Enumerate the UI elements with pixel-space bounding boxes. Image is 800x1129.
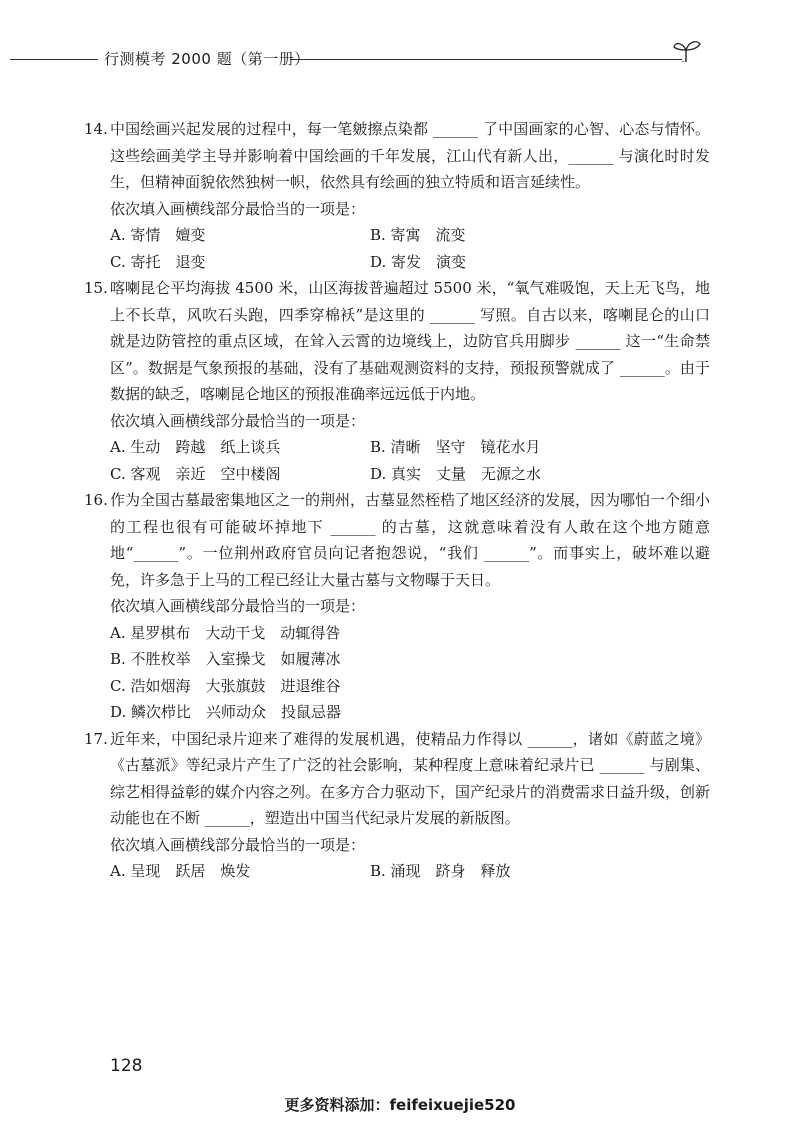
options-grid: [110, 222, 710, 275]
question-prompt: 依次填入画横线部分最恰当的一项是：: [110, 411, 366, 430]
question-16: [84, 487, 711, 726]
option-c[interactable]: C. 浩如烟海 大张旗鼓 进退维谷: [110, 676, 341, 695]
option-b[interactable]: B. 涌现 跻身 释放: [370, 862, 511, 880]
header-rule-left: [10, 59, 98, 60]
option-c[interactable]: C. 寄托 退变: [110, 252, 206, 271]
option-d[interactable]: D. 寄发 演变: [370, 252, 467, 271]
option-a[interactable]: A. 星罗棋布 大动干戈 动辄得咎: [110, 623, 341, 642]
option-b[interactable]: B. 寄寓 流变: [370, 226, 466, 244]
question-17: [84, 726, 711, 885]
option-a[interactable]: A. 寄情 嬗变: [110, 226, 206, 244]
option-d[interactable]: D. 真实 丈量 无源之水: [370, 464, 542, 483]
options-grid: [110, 858, 710, 885]
question-prompt: 依次填入画横线部分最恰当的一项是：: [110, 835, 366, 854]
question-prompt: 依次填入画横线部分最恰当的一项是：: [110, 199, 366, 218]
option-d[interactable]: D. 鳞次栉比 兴师动众 投鼠忌器: [110, 703, 342, 721]
question-number: 17.: [84, 729, 108, 748]
option-b[interactable]: B. 清晰 坚守 镜花水月: [370, 438, 541, 456]
option-c[interactable]: C. 客观 亲近 空中楼阁: [110, 464, 281, 483]
question-list: [84, 116, 711, 885]
option-b[interactable]: B. 不胜枚举 入室操戈 如履薄冰: [110, 650, 341, 668]
footer-note: 更多资料添加：feifeixuejie520: [284, 1096, 516, 1114]
page-number: 128: [110, 1056, 143, 1076]
sprout-icon: [672, 38, 702, 62]
header-rule-right: [290, 59, 682, 60]
question-15: [84, 275, 710, 487]
question-stem: 作为全国古墓最密集地区之一的荆州，古墓显然桎梏了地区经济的发展，因为哪怕一个细小的工程也很有可能破坏掉地下 ______ 的古墓，这就意味着没有人敢在这个地方随意地“______”。一位荆州政府官员向记者抱怨说，“我们 ______”。而事实上，破坏难以避免，许多急于上马的工程已经让大量古墓与文物曝于天日。: [110, 491, 711, 589]
question-number: 14.: [84, 120, 108, 138]
option-a[interactable]: A. 生动 跨越 纸上谈兵: [110, 438, 281, 456]
question-stem: 中国绘画兴起发展的过程中，每一笔皴擦点染都 ______ 了中国画家的心智、心态与情怀。这些绘画美学主导并影响着中国绘画的千年发展，江山代有新人出，______ 与演化时时发生，但精神面貌依然独树一帜，依然具有绘画的独立特质和语言延续性。: [110, 120, 710, 191]
question-prompt: 依次填入画横线部分最恰当的一项是：: [110, 597, 366, 615]
running-header: [0, 40, 800, 70]
question-number: 16.: [84, 491, 108, 509]
question-number: 15.: [84, 279, 108, 297]
option-a[interactable]: A. 呈现 跃居 焕发: [110, 862, 251, 880]
options-grid: [110, 434, 710, 487]
header-title: 行测模考 2000 题（第一册）: [104, 50, 310, 68]
question-stem: 喀喇昆仑平均海拔 4500 米，山区海拔普遍超过 5500 米，“氧气难吸饱，天上无飞鸟，地上不长草，风吹石头跑，四季穿棉袄”是这里的 ______ 写照。自古以来，喀喇昆仑的山口就是边防管控的重点区域，在耸入云霄的边境线上，边防官兵用脚步 ______ 这一“生命禁区”。数据是气象预报的基础，没有了基础观测资料的支持，预报预警就成了 ______。由于数据的缺乏，喀喇昆仑地区的预报准确率远远低于内地。: [110, 279, 710, 403]
question-14: [84, 116, 710, 275]
question-stem: 近年来，中国纪录片迎来了难得的发展机遇，使精品力作得以 ______，诸如《蔚蓝之境》《古墓派》等纪录片产生了广泛的社会影响，某种程度上意味着纪录片已 ______ 与剧集、综艺相得益彰的媒介内容之列。在多方合力驱动下，国产纪录片的消费需求日益升级，创新动能也在不断 ______，塑造出中国当代纪录片发展的新版图。: [110, 729, 711, 827]
options-list: [110, 620, 710, 726]
